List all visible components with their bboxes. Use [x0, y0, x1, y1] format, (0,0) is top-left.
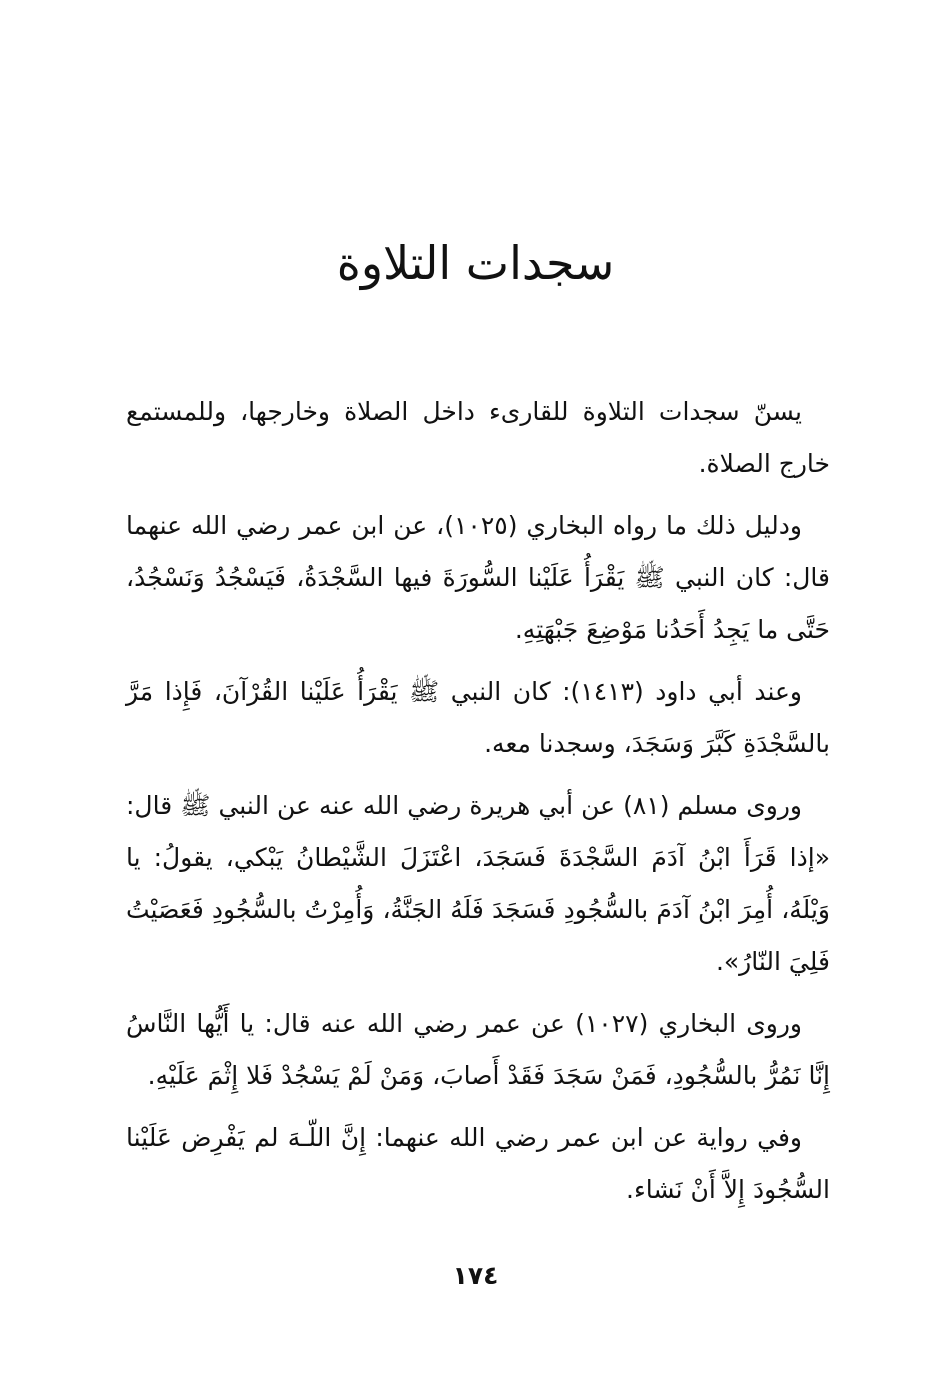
paragraph-ibn-umar-narration: وفي رواية عن ابن عمر رضي الله عنهما: إِنَّ اللّـهَ لم يَفْرِض عَلَيْنا السُّجُودَ إِلاَّ أَنْ نَشاء. — [126, 1123, 830, 1204]
page-number: ١٧٤ — [452, 1261, 499, 1290]
paragraph-muslim-81: وروى مسلم (٨١) عن أبي هريرة رضي الله عنه عن النبي ﷺ قال: «إذا قَرَأَ ابْنُ آدَمَ السَّجْدَةَ فَسَجَدَ، اعْتَزَلَ الشَّيْطانُ يَبْكي، يقولُ: يا وَيْلَهُ، أُمِرَ ابْنُ آدَمَ بالسُّجُودِ فَسَجَدَ فَلَهُ الجَنَّةُ، وَأُمِرْتُ بالسُّجُودِ فَعَصَيْتُ فَلِيَ النّارُ». — [126, 791, 830, 976]
paragraph-intro: يسنّ سجدات التلاوة للقارىء داخل الصلاة وخارجها، وللمستمع خارج الصلاة. — [126, 397, 830, 478]
paragraph-bukhari-1025: ودليل ذلك ما رواه البخاري (١٠٢٥)، عن ابن عمر رضي الله عنهما قال: كان النبي ﷺ يَقْرَأُ عَلَيْنا السُّورَةَ فيها السَّجْدَةُ، فَيَسْجُدُ وَنَسْجُدُ، حَتَّى ما يَجِدُ أَحَدُنا مَوْضِعَ جَبْهَتِهِ. — [126, 511, 830, 644]
chapter-title: سجدات التلاوة — [336, 236, 615, 290]
paragraph-abu-dawud-1413: وعند أبي داود (١٤١٣): كان النبي ﷺ يَقْرَأُ عَلَيْنا القُرْآنَ، فَإِذا مَرَّ بالسَّجْدَةِ كَبَّرَ وَسَجَدَ، وسجدنا معه. — [126, 677, 830, 758]
paragraph-bukhari-1027: وروى البخاري (١٠٢٧) عن عمر رضي الله عنه قال: يا أَيُّها النَّاسُ إِنَّا نَمُرُّ بالسُّجُودِ، فَمَنْ سَجَدَ فَقَدْ أَصابَ، وَمَنْ لَمْ يَسْجُدْ فَلا إِثْمَ عَلَيْهِ. — [126, 1009, 830, 1090]
chapter-body — [126, 386, 830, 1226]
